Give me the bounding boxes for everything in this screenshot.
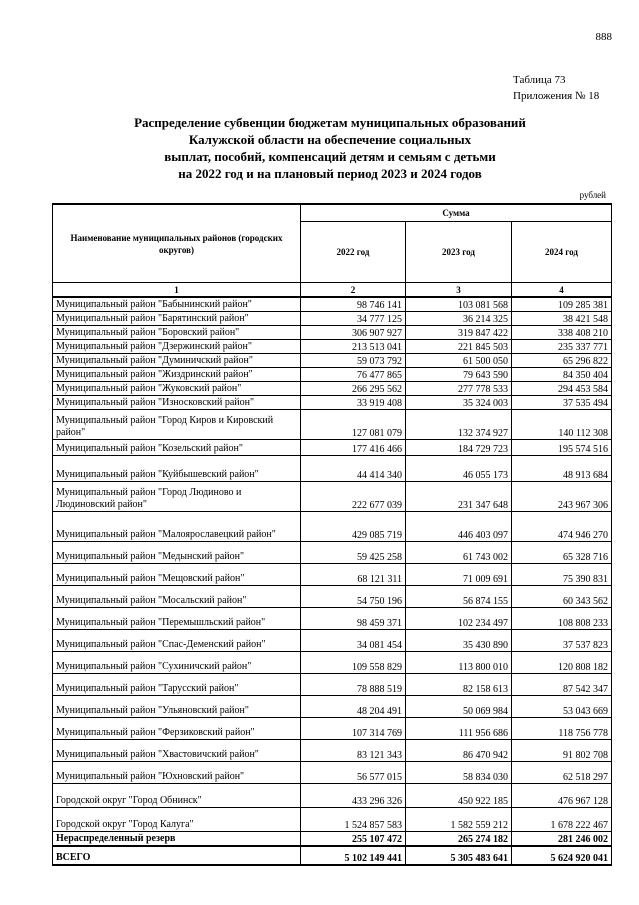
table-row [53, 563, 612, 585]
value-2024-cell: 118 756 778 [512, 717, 612, 739]
table-row [53, 739, 612, 761]
district-name-cell: Муниципальный район "Куйбышевский район" [53, 455, 301, 481]
district-name-cell: Муниципальный район "Боровский район" [53, 325, 301, 339]
value-2022-cell: 1 524 857 583 [301, 807, 406, 831]
header-sum: Сумма [301, 204, 612, 222]
value-2023-cell: 82 158 613 [406, 673, 512, 695]
value-2022-cell: 5 102 149 441 [301, 846, 406, 865]
value-2024-cell: 476 967 128 [512, 783, 612, 807]
value-2023-cell: 5 305 483 641 [406, 846, 512, 865]
value-2022-cell: 44 414 340 [301, 455, 406, 481]
document-title [80, 114, 580, 182]
title-line2: Калужской области на обеспечение социальных [188, 132, 472, 147]
value-2022-cell: 56 577 015 [301, 761, 406, 783]
table-body [53, 297, 612, 865]
district-name-cell: Муниципальный район "Город Киров и Кировский район" [53, 409, 301, 439]
value-2022-cell: 222 677 039 [301, 481, 406, 511]
table-row [53, 717, 612, 739]
value-2022-cell: 213 513 041 [301, 339, 406, 353]
district-name-cell: Муниципальный район "Думиничский район" [53, 353, 301, 367]
table-row [53, 607, 612, 629]
table-ref-line2: Приложения № 18 [513, 90, 600, 102]
value-2024-cell: 108 808 233 [512, 607, 612, 629]
value-2022-cell: 266 295 562 [301, 381, 406, 395]
value-2023-cell: 58 834 030 [406, 761, 512, 783]
value-2024-cell: 38 421 548 [512, 311, 612, 325]
value-2024-cell: 140 112 308 [512, 409, 612, 439]
value-2022-cell: 127 081 079 [301, 409, 406, 439]
page-number: 888 [595, 31, 612, 43]
district-name-cell: Муниципальный район "Малоярославецкий район" [53, 511, 301, 541]
table-row [53, 409, 612, 439]
subvention-table [52, 203, 612, 866]
value-2022-cell: 54 750 196 [301, 585, 406, 607]
table-row [53, 783, 612, 807]
table-row [53, 455, 612, 481]
district-name-cell: Городской округ "Город Обнинск" [53, 783, 301, 807]
value-2024-cell: 53 043 669 [512, 695, 612, 717]
value-2024-cell: 1 678 222 467 [512, 807, 612, 831]
value-2022-cell: 98 459 371 [301, 607, 406, 629]
title-line1: Распределение субвенции бюджетам муниципальных образований [134, 115, 526, 130]
title-line3: выплат, пособий, компенсаций детям и семьям с детьми [164, 149, 496, 164]
table-reference [513, 72, 599, 104]
value-2023-cell: 277 778 533 [406, 381, 512, 395]
district-name-cell: Муниципальный район "Жиздринский район" [53, 367, 301, 381]
header-num-4: 4 [512, 283, 612, 298]
value-2024-cell: 5 624 920 041 [512, 846, 612, 865]
table-row [53, 807, 612, 831]
table-row [53, 673, 612, 695]
value-2023-cell: 111 956 686 [406, 717, 512, 739]
value-2024-cell: 75 390 831 [512, 563, 612, 585]
value-2023-cell: 102 234 497 [406, 607, 512, 629]
table-row [53, 325, 612, 339]
value-2023-cell: 450 922 185 [406, 783, 512, 807]
table-row [53, 381, 612, 395]
value-2022-cell: 76 477 865 [301, 367, 406, 381]
table-row [53, 511, 612, 541]
value-2022-cell: 48 204 491 [301, 695, 406, 717]
district-name-cell: Муниципальный район "Юхновский район" [53, 761, 301, 783]
table-row [53, 311, 612, 325]
district-name-cell: Муниципальный район "Жуковский район" [53, 381, 301, 395]
value-2022-cell: 59 073 792 [301, 353, 406, 367]
value-2022-cell: 78 888 519 [301, 673, 406, 695]
value-2024-cell: 195 574 516 [512, 439, 612, 455]
value-2023-cell: 86 470 942 [406, 739, 512, 761]
table-row [53, 395, 612, 409]
table-row [53, 439, 612, 455]
value-2023-cell: 36 214 325 [406, 311, 512, 325]
value-2022-cell: 109 558 829 [301, 651, 406, 673]
title-line4: на 2022 год и на плановый период 2023 и 2024 годов [178, 166, 482, 181]
value-2024-cell: 109 285 381 [512, 297, 612, 311]
value-2024-cell: 281 246 002 [512, 831, 612, 846]
district-name-cell: ВСЕГО [53, 846, 301, 865]
value-2023-cell: 184 729 723 [406, 439, 512, 455]
district-name-cell: Муниципальный район "Спас-Деменский район" [53, 629, 301, 651]
value-2023-cell: 56 874 155 [406, 585, 512, 607]
value-2024-cell: 338 408 210 [512, 325, 612, 339]
table-row [53, 629, 612, 651]
district-name-cell: Муниципальный район "Мещовский район" [53, 563, 301, 585]
district-name-cell: Муниципальный район "Перемышльский район" [53, 607, 301, 629]
value-2022-cell: 59 425 258 [301, 541, 406, 563]
value-2023-cell: 132 374 927 [406, 409, 512, 439]
table-row [53, 367, 612, 381]
value-2022-cell: 433 296 326 [301, 783, 406, 807]
value-2023-cell: 50 069 984 [406, 695, 512, 717]
value-2023-cell: 61 500 050 [406, 353, 512, 367]
value-2022-cell: 306 907 927 [301, 325, 406, 339]
district-name-cell: Городской округ "Город Калуга" [53, 807, 301, 831]
unit-label: рублей [579, 190, 606, 200]
value-2023-cell: 103 081 568 [406, 297, 512, 311]
value-2022-cell: 68 121 311 [301, 563, 406, 585]
table-row [53, 695, 612, 717]
value-2023-cell: 319 847 422 [406, 325, 512, 339]
value-2022-cell: 83 121 343 [301, 739, 406, 761]
district-name-cell: Муниципальный район "Дзержинский район" [53, 339, 301, 353]
header-year-2023: 2023 год [406, 222, 512, 283]
value-2024-cell: 37 537 823 [512, 629, 612, 651]
district-name-cell: Муниципальный район "Козельский район" [53, 439, 301, 455]
value-2024-cell: 62 518 297 [512, 761, 612, 783]
value-2022-cell: 34 777 125 [301, 311, 406, 325]
value-2024-cell: 37 535 494 [512, 395, 612, 409]
table-ref-line1: Таблица 73 [513, 74, 566, 86]
table-row [53, 481, 612, 511]
value-2024-cell: 474 946 270 [512, 511, 612, 541]
value-2024-cell: 243 967 306 [512, 481, 612, 511]
district-name-cell: Муниципальный район "Барятинский район" [53, 311, 301, 325]
district-name-cell: Муниципальный район "Ферзиковский район" [53, 717, 301, 739]
value-2023-cell: 231 347 648 [406, 481, 512, 511]
district-name-cell: Муниципальный район "Хвастовичский район" [53, 739, 301, 761]
value-2023-cell: 35 324 003 [406, 395, 512, 409]
value-2023-cell: 113 800 010 [406, 651, 512, 673]
district-name-cell: Муниципальный район "Бабынинский район" [53, 297, 301, 311]
district-name-cell: Муниципальный район "Город Людиново и Людиновский район" [53, 481, 301, 511]
value-2022-cell: 177 416 466 [301, 439, 406, 455]
value-2022-cell: 98 746 141 [301, 297, 406, 311]
table-row [53, 761, 612, 783]
header-year-2024: 2024 год [512, 222, 612, 283]
table-row [53, 651, 612, 673]
value-2022-cell: 107 314 769 [301, 717, 406, 739]
table-row [53, 353, 612, 367]
value-2024-cell: 65 296 822 [512, 353, 612, 367]
header-name-column: Наименование муниципальных районов (городских округов) [53, 204, 301, 283]
value-2024-cell: 48 913 684 [512, 455, 612, 481]
district-name-cell: Нераспределенный резерв [53, 831, 301, 846]
value-2024-cell: 84 350 404 [512, 367, 612, 381]
value-2023-cell: 79 643 590 [406, 367, 512, 381]
value-2024-cell: 60 343 562 [512, 585, 612, 607]
district-name-cell: Муниципальный район "Ульяновский район" [53, 695, 301, 717]
table-row [53, 541, 612, 563]
header-year-2022: 2022 год [301, 222, 406, 283]
header-num-3: 3 [406, 283, 512, 298]
value-2024-cell: 235 337 771 [512, 339, 612, 353]
value-2022-cell: 255 107 472 [301, 831, 406, 846]
bold total-row [53, 846, 612, 865]
value-2023-cell: 446 403 097 [406, 511, 512, 541]
value-2023-cell: 71 009 691 [406, 563, 512, 585]
value-2023-cell: 35 430 890 [406, 629, 512, 651]
value-2023-cell: 265 274 182 [406, 831, 512, 846]
value-2022-cell: 429 085 719 [301, 511, 406, 541]
value-2023-cell: 221 845 503 [406, 339, 512, 353]
value-2024-cell: 294 453 584 [512, 381, 612, 395]
value-2024-cell: 91 802 708 [512, 739, 612, 761]
district-name-cell: Муниципальный район "Сухиничский район" [53, 651, 301, 673]
value-2022-cell: 34 081 454 [301, 629, 406, 651]
district-name-cell: Муниципальный район "Износковский район" [53, 395, 301, 409]
value-2022-cell: 33 919 408 [301, 395, 406, 409]
value-2024-cell: 120 808 182 [512, 651, 612, 673]
district-name-cell: Муниципальный район "Мосальский район" [53, 585, 301, 607]
header-num-2: 2 [301, 283, 406, 298]
district-name-cell: Муниципальный район "Тарусский район" [53, 673, 301, 695]
table-row [53, 585, 612, 607]
table-row [53, 297, 612, 311]
value-2024-cell: 65 328 716 [512, 541, 612, 563]
value-2024-cell: 87 542 347 [512, 673, 612, 695]
value-2023-cell: 46 055 173 [406, 455, 512, 481]
bold-row [53, 831, 612, 846]
value-2023-cell: 61 743 002 [406, 541, 512, 563]
district-name-cell: Муниципальный район "Медынский район" [53, 541, 301, 563]
value-2023-cell: 1 582 559 212 [406, 807, 512, 831]
header-num-1: 1 [53, 283, 301, 298]
table-row [53, 339, 612, 353]
